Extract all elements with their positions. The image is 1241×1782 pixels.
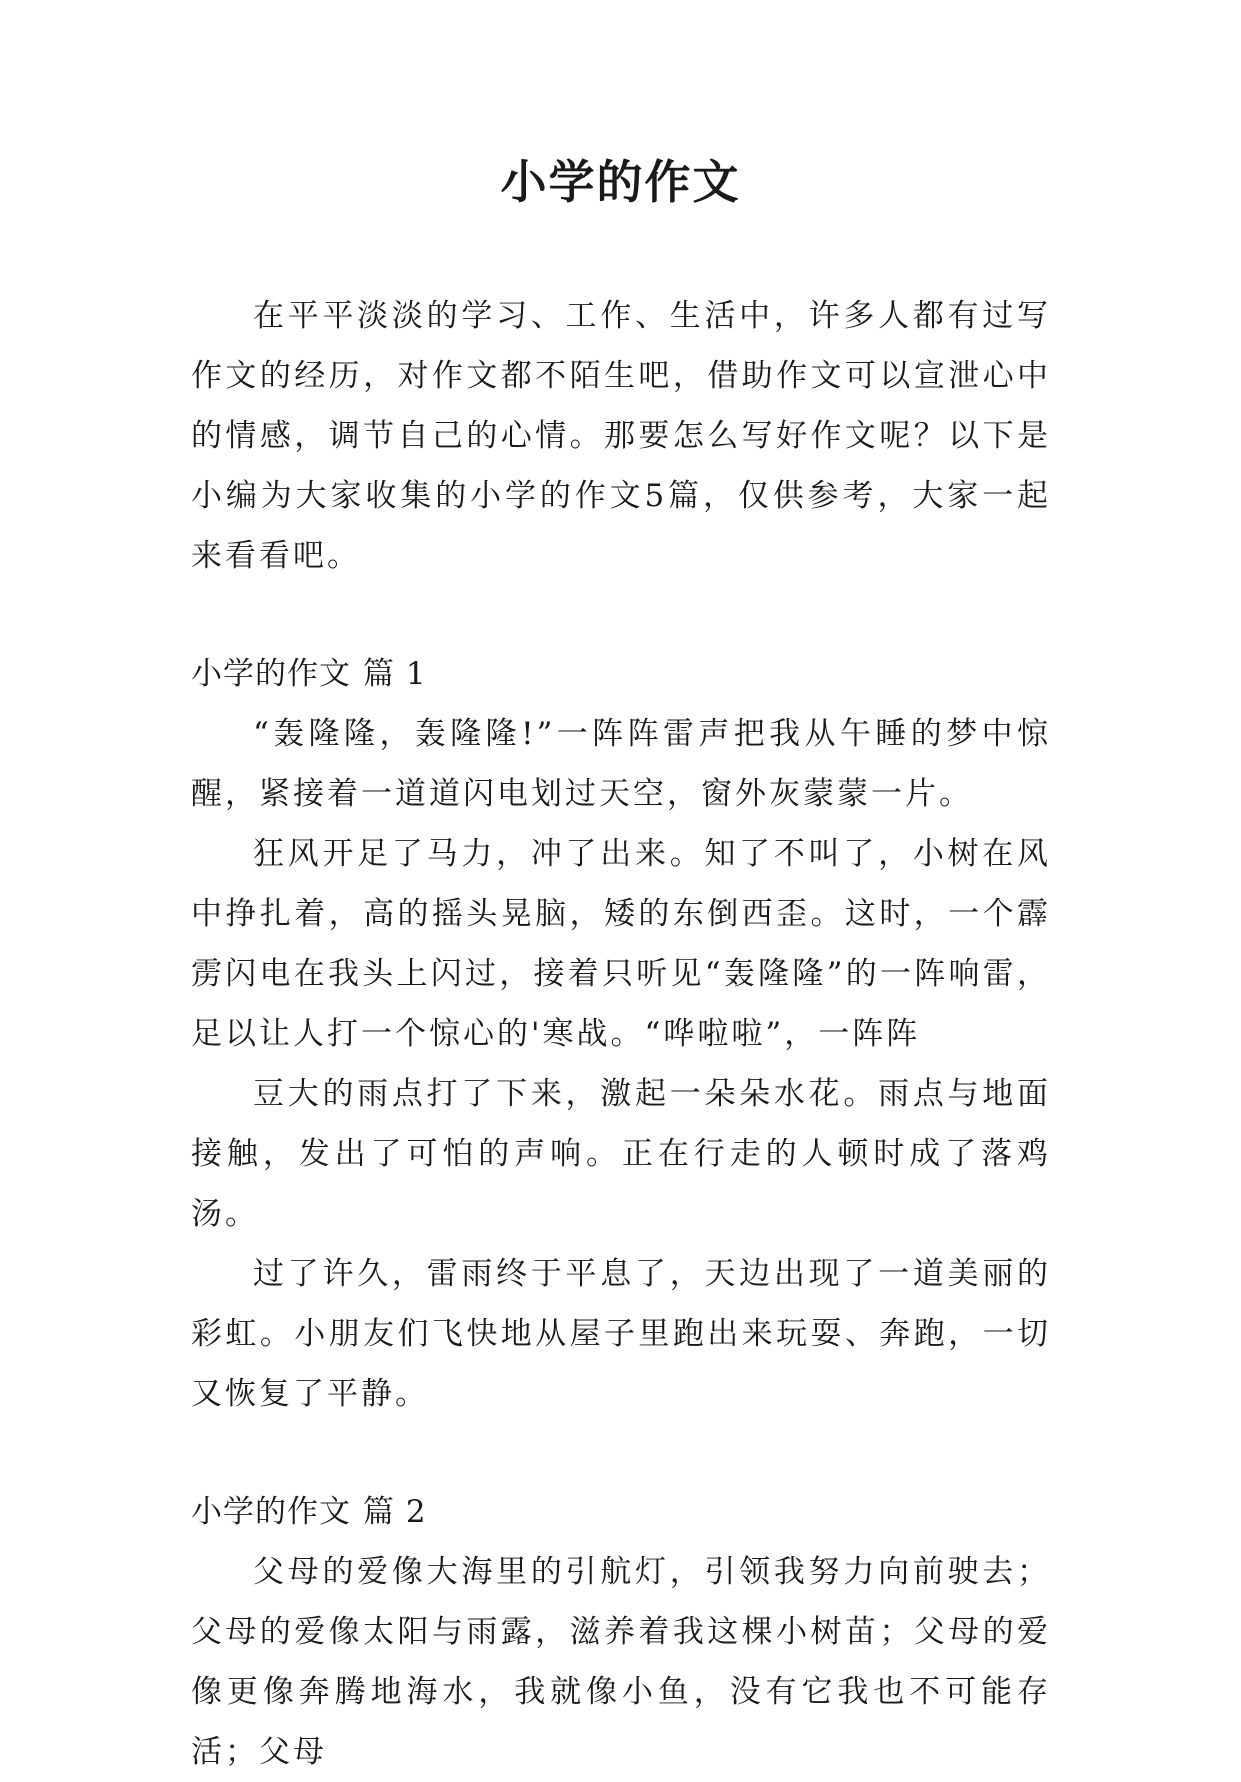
document-title: 小学的作文 bbox=[500, 155, 741, 209]
section-1-paragraph-3: 豆大的雨点打了下来，激起一朵朵水花。雨点与地面接触，发出了可怕的声响。正在行走的人顿时成了落鸡汤。 bbox=[191, 1076, 1051, 1232]
section-heading-number: 篇 1 bbox=[363, 656, 427, 692]
section-1-paragraph-1: “轰隆隆，轰隆隆!”一阵阵雷声把我从午睡的梦中惊醒，紧接着一道道闪电划过天空，窗外灰蒙蒙一片。 bbox=[191, 716, 1051, 812]
section-1 bbox=[191, 644, 1051, 1424]
section-1-paragraph-2: 狂风开足了马力，冲了出来。知了不叫了，小树在风中挣扎着，高的摇头晃脑，矮的东倒西歪。这时，一个霹雳闪电在我头上闪过，接着只听见“轰隆隆”的一阵响雷，足以让人打一个惊心的'寒战。“哗啦啦”，一阵阵 bbox=[191, 836, 1051, 1052]
section-heading-title: 小学的作文 bbox=[191, 656, 351, 692]
section-1-paragraph-4: 过了许久，雷雨终于平息了，天边出现了一道美丽的彩虹。小朋友们飞快地从屋子里跑出来玩耍、奔跑，一切又恢复了平静。 bbox=[191, 1256, 1051, 1412]
section-heading bbox=[191, 1482, 1051, 1542]
section-2 bbox=[191, 1482, 1051, 1782]
section-heading bbox=[191, 644, 1051, 704]
intro-paragraph: 在平平淡淡的学习、工作、生活中，许多人都有过写作文的经历，对作文都不陌生吧，借助作文可以宣泄心中的情感，调节自己的心情。那要怎么写好作文呢？以下是小编为大家收集的小学的作文5篇，仅供参考，大家一起来看看吧。 bbox=[191, 298, 1051, 574]
section-heading-number: 篇 2 bbox=[363, 1494, 427, 1530]
section-heading-title: 小学的作文 bbox=[191, 1494, 351, 1530]
section-2-paragraph-1: 父母的爱像大海里的引航灯，引领我努力向前驶去；父母的爱像太阳与雨露，滋养着我这棵小树苗；父母的爱像更像奔腾地海水，我就像小鱼，没有它我也不可能存活；父母 bbox=[191, 1554, 1051, 1770]
document-body bbox=[191, 286, 1051, 1782]
